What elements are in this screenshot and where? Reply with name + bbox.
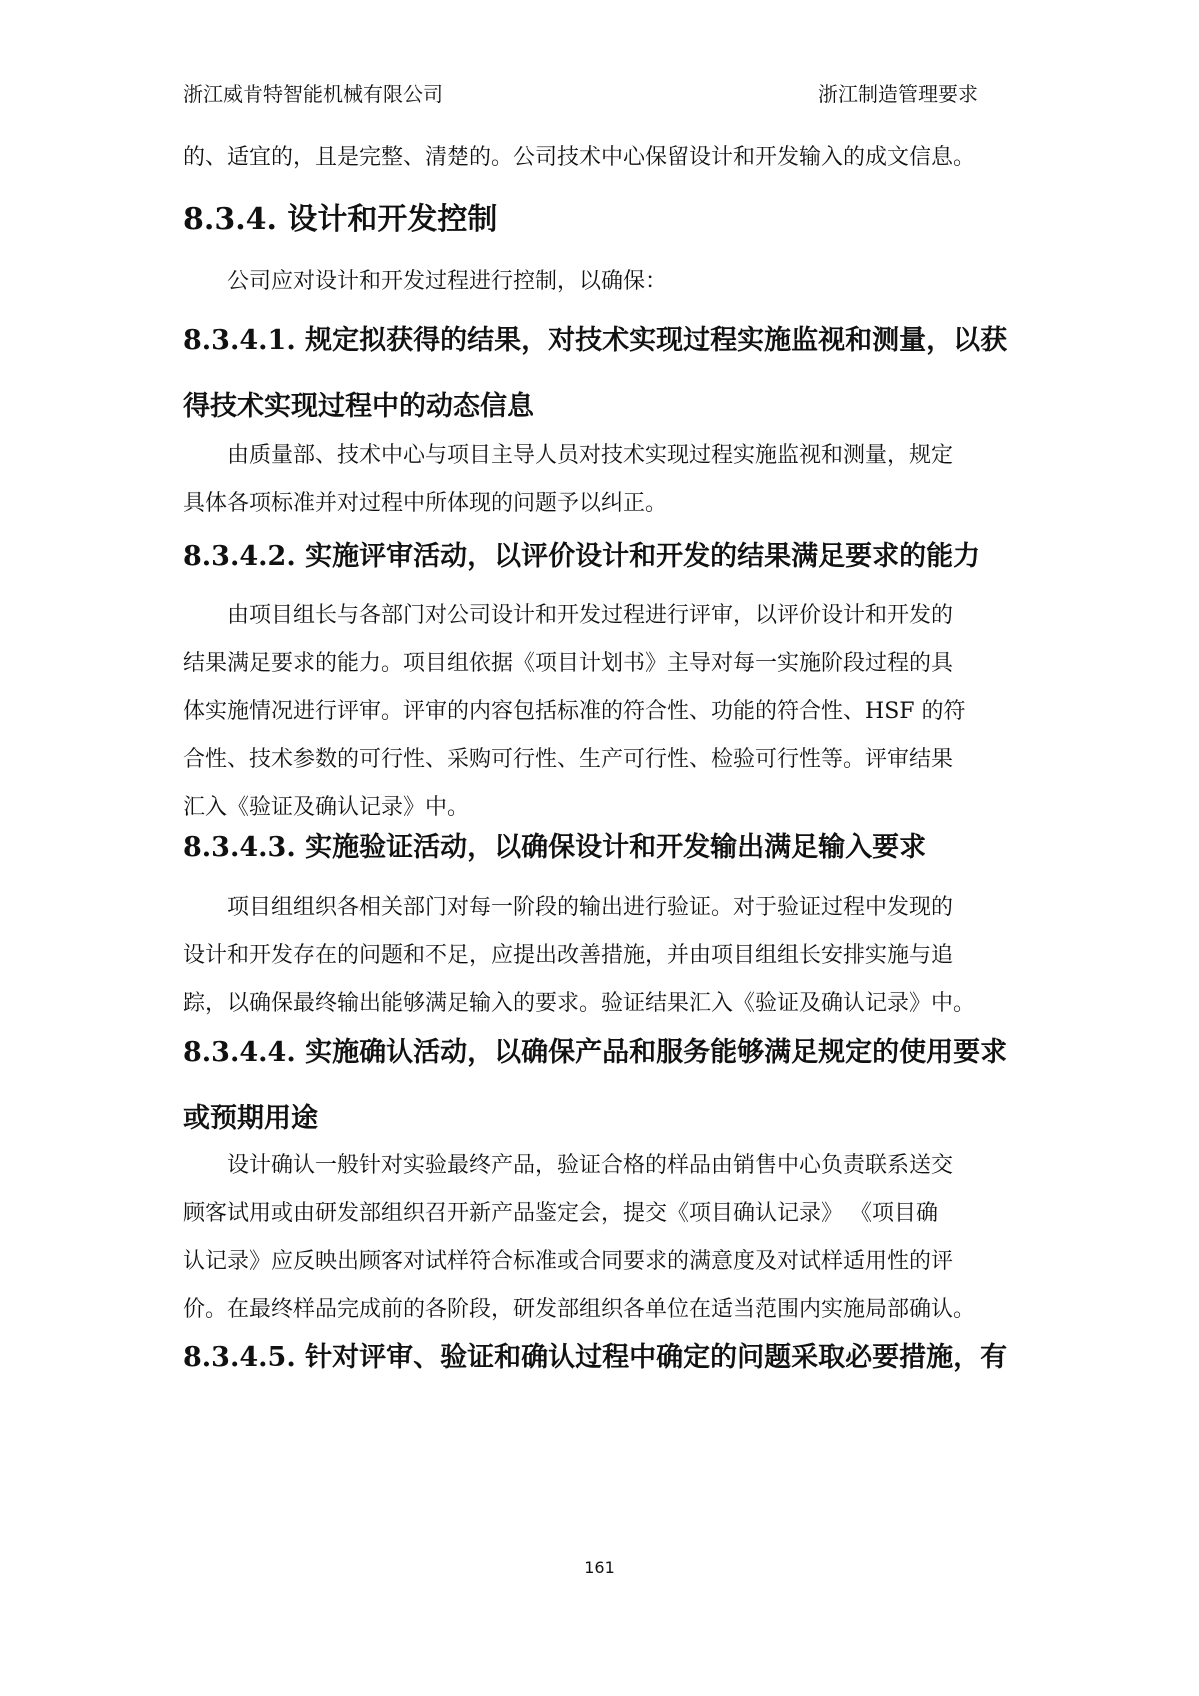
heading-8-3-4-5: 8.3.4.5. 针对评审、验证和确认过程中确定的问题采取必要措施，有 — [183, 1342, 1008, 1373]
heading-8-3-4: 8.3.4. 设计和开发控制 — [183, 202, 498, 237]
heading-8-3-4-1: 8.3.4.1. 规定拟获得的结果，对技术实现过程实施监视和测量，以获 得技术实现过程中的动态信息 — [183, 325, 1008, 422]
paragraph-8-3-4-4: 设计确认一般针对实验最终产品，验证合格的样品由销售中心负责联系送交 顾客试用或由研发部组织召开新产品鉴定会，提交《项目确认记录》 《项目确 认记录》应反映出顾客对试样符合标准或合同要求的满意度及对试样适用性的评 价。在最终样品完成前的各阶段，研发部组织各单位在适当范围内实施局部确认。 — [183, 1153, 976, 1322]
header-company: 浙江威肯特智能机械有限公司 — [183, 82, 443, 106]
paragraph-continuation: 的、适宜的，且是完整、清楚的。公司技术中心保留设计和开发输入的成文信息。 — [183, 145, 976, 170]
page-number: 161 — [584, 1558, 615, 1577]
paragraph-intro: 公司应对设计和开发过程进行控制，以确保： — [183, 269, 668, 294]
header-doc-title: 浙江制造管理要求 — [818, 82, 978, 106]
heading-8-3-4-4: 8.3.4.4. 实施确认活动，以确保产品和服务能够满足规定的使用要求 或预期用途 — [183, 1037, 1008, 1134]
paragraph-8-3-4-1: 由质量部、技术中心与项目主导人员对技术实现过程实施监视和测量，规定 具体各项标准并对过程中所体现的问题予以纠正。 — [183, 443, 954, 516]
heading-8-3-4-2: 8.3.4.2. 实施评审活动，以评价设计和开发的结果满足要求的能力 — [183, 541, 981, 572]
heading-8-3-4-3: 8.3.4.3. 实施验证活动，以确保设计和开发输出满足输入要求 — [183, 832, 927, 863]
paragraph-8-3-4-2: 由项目组长与各部门对公司设计和开发过程进行评审，以评价设计和开发的 结果满足要求的能力。项目组依据《项目计划书》主导对每一实施阶段过程的具 体实施情况进行评审。评审的内容包括标准的符合性、功能的符合性、HSF 的符 合性、技术参数的可行性、采购可行性、生产可行性、检验可行性等。评审结果 汇入《验证及确认记录》中。 — [183, 603, 966, 820]
paragraph-8-3-4-3: 项目组组织各相关部门对每一阶段的输出进行验证。对于验证过程中发现的 设计和开发存在的问题和不足，应提出改善措施，并由项目组组长安排实施与追 踪，以确保最终输出能够满足输入的要求。验证结果汇入《验证及确认记录》中。 — [183, 895, 976, 1016]
